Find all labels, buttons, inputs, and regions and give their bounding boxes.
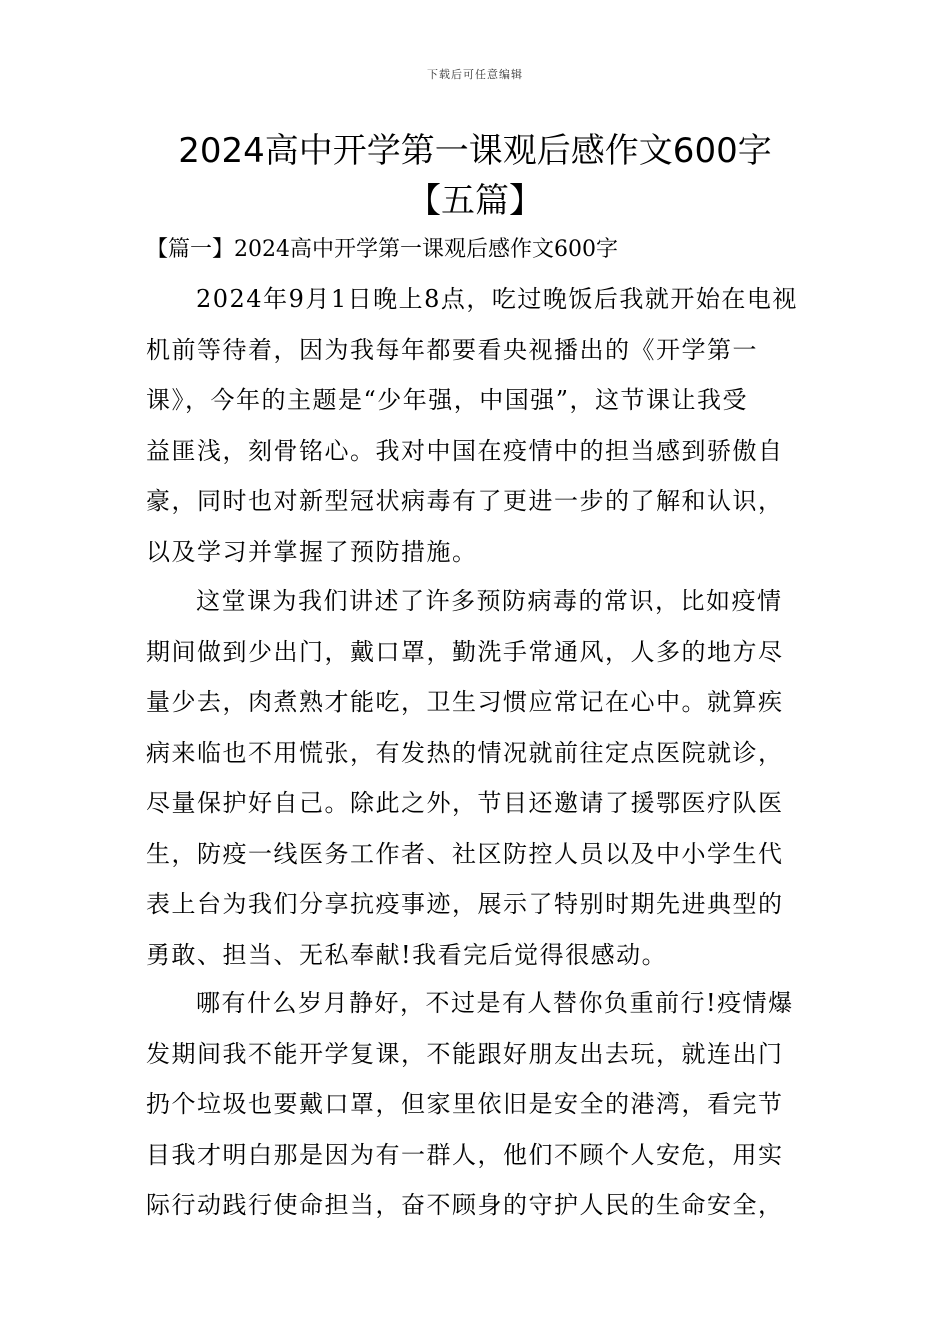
document-title-line-1: 2024高中开学第一课观后感作文600字 — [178, 131, 772, 171]
paragraph-line: 机前等待着，因为我每年都要看央视播出的《开学第一 — [146, 335, 758, 364]
paragraph-line: 哪有什么岁月静好，不过是有人替你负重前行!疫情爆 — [196, 989, 794, 1017]
header-note: 下载后可任意编辑 — [427, 68, 523, 81]
paragraph-line: 2024年9月1日晚上8点，吃过晚饭后我就开始在电视 — [196, 285, 798, 313]
paragraph-line: 期间做到少出门，戴口罩，勤洗手常通风，人多的地方尽 — [146, 637, 784, 666]
paragraph-line: 扔个垃圾也要戴口罩，但家里依旧是安全的港湾，看完节 — [146, 1090, 784, 1118]
paragraph-line: 际行动践行使命担当，奋不顾身的守护人民的生命安全， — [146, 1191, 784, 1219]
document-title — [120, 126, 830, 226]
document-title-line-2: 【五篇】 — [407, 181, 543, 221]
paragraph-line: 发期间我不能开学复课，不能跟好朋友出去玩，就连出门 — [146, 1039, 784, 1068]
section-heading: 【篇一】2024高中开学第一课观后感作文600字 — [146, 237, 618, 262]
paragraph-line: 课》，今年的主题是“少年强，中国强”，这节课让我受 — [146, 386, 749, 414]
paragraph-line: 这堂课为我们讲述了许多预防病毒的常识，比如疫情 — [196, 587, 783, 615]
paragraph-3 — [146, 978, 806, 1231]
paragraph-line: 豪，同时也对新型冠状病毒有了更进一步的了解和认识， — [146, 487, 784, 515]
paragraph-line: 病来临也不用慌张，有发热的情况就前往定点医院就诊， — [146, 738, 784, 767]
paragraph-line: 量少去，肉煮熟才能吃，卫生习惯应常记在心中。就算疾 — [146, 688, 784, 716]
paragraph-line: 表上台为我们分享抗疫事迹，展示了特别时期先进典型的 — [146, 890, 784, 918]
paragraph-line: 以及学习并掌握了预防措施。 — [146, 537, 478, 566]
paragraph-line: 尽量保护好自己。除此之外，节目还邀请了援鄂医疗队医 — [146, 789, 784, 817]
paragraph-line: 益匪浅，刻骨铭心。我对中国在疫情中的担当感到骄傲自 — [146, 436, 784, 465]
paragraph-line: 勇敢、担当、无私奉献!我看完后觉得很感动。 — [146, 940, 668, 969]
paragraph-1 — [146, 274, 806, 577]
paragraph-line: 目我才明白那是因为有一群人，他们不顾个人安危，用实 — [146, 1140, 784, 1169]
paragraph-line: 生，防疫一线医务工作者、社区防控人员以及中小学生代 — [146, 839, 784, 868]
paragraph-2 — [146, 576, 806, 980]
